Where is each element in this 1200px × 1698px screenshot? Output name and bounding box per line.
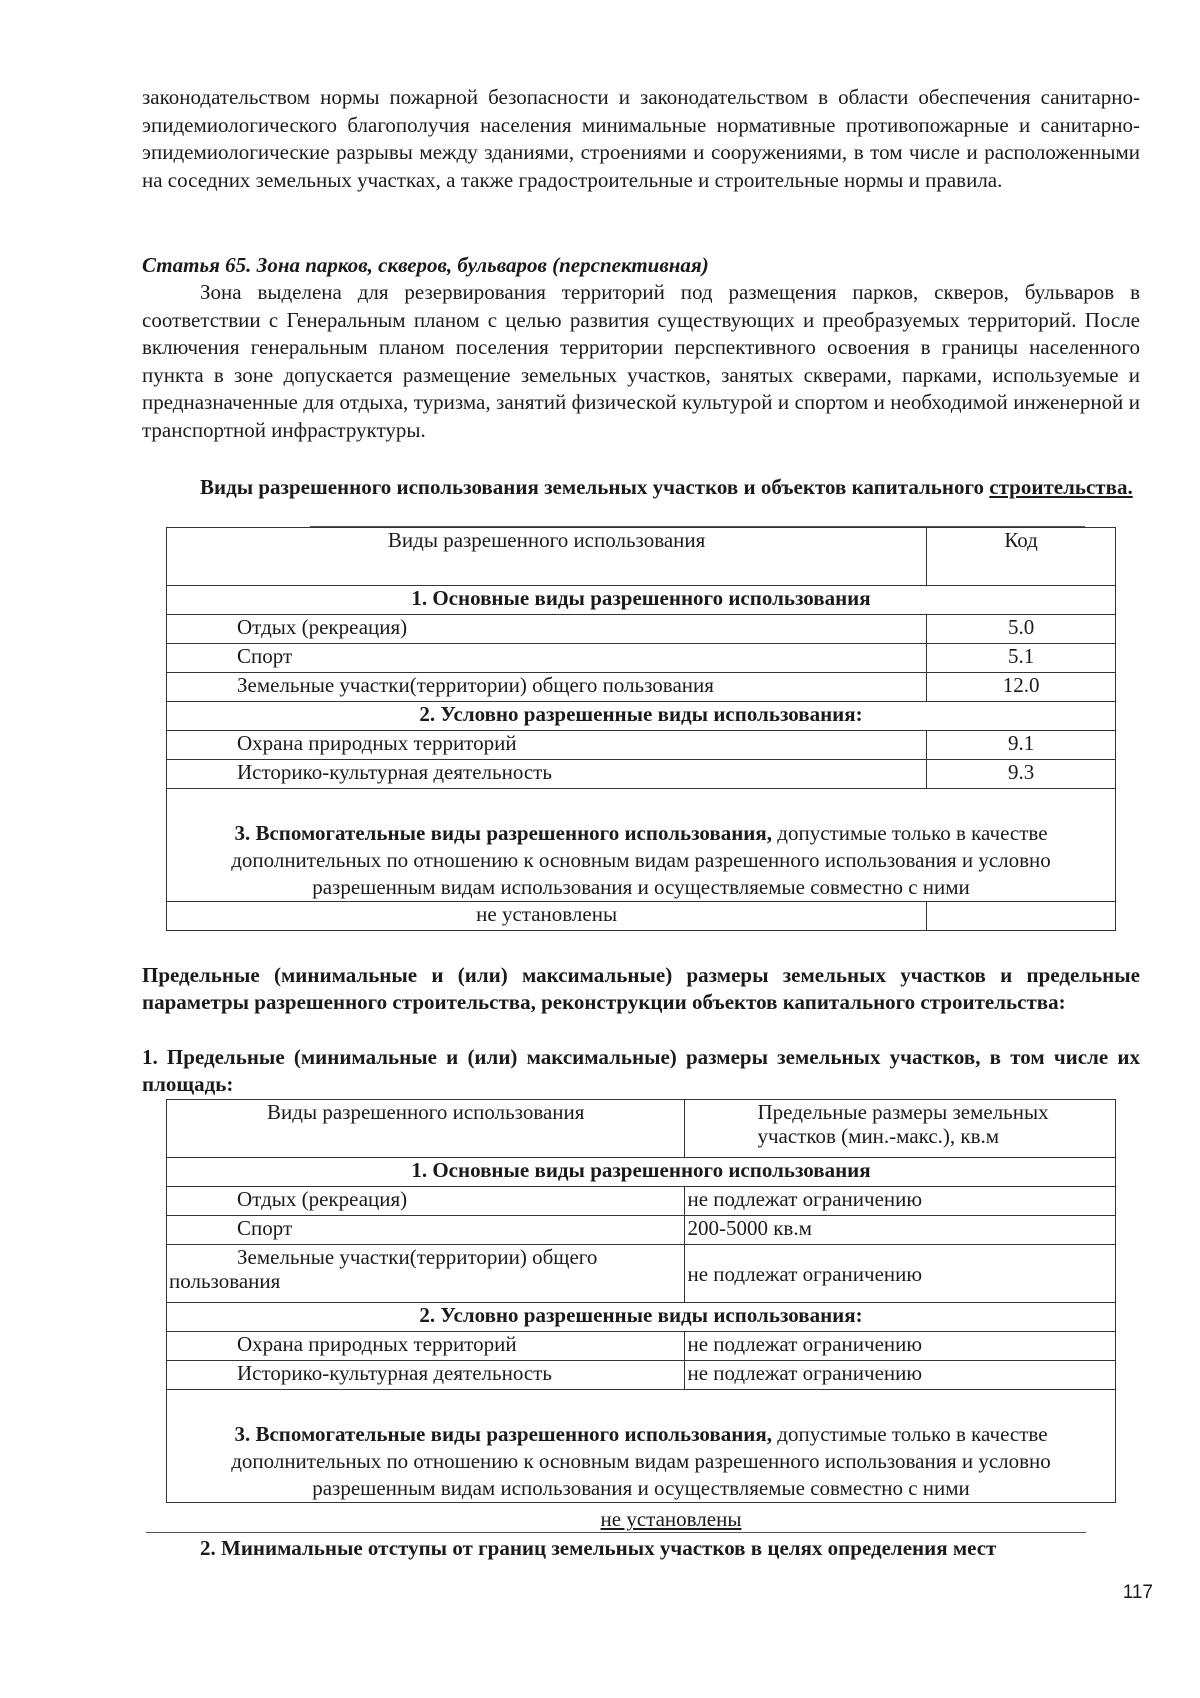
section-auxiliary-uses [167, 789, 1116, 902]
auxiliary-code [927, 902, 1116, 931]
use-name: Охрана природных территорий [167, 1332, 685, 1361]
use-name-line1: Земельные участки(территории) общего [237, 1245, 598, 1269]
table-row [167, 760, 1116, 789]
use-name-line2: пользования [169, 1269, 281, 1293]
use-limit: 200-5000 кв.м [685, 1216, 1116, 1245]
auxiliary-heading: 3. Вспомогательные виды разрешенного использования, [234, 821, 773, 845]
limits-subheading-1: 1. Предельные (минимальные и (или) максимальные) размеры земельных участков, в том числе их площадь: [142, 1045, 1140, 1096]
table-row [167, 1245, 1116, 1303]
use-name: Отдых (рекреация) [167, 1187, 685, 1216]
table-row [167, 1361, 1116, 1390]
section-conditional-uses: 2. Условно разрешенные виды использования: [167, 702, 1116, 731]
table-header-row [167, 1100, 1116, 1158]
table-row [167, 902, 1116, 931]
use-limit: не подлежат ограничению [685, 1332, 1116, 1361]
land-plot-limits-table [166, 1099, 1116, 1503]
use-name: Охрана природных территорий [167, 731, 927, 760]
header-code: Код [927, 528, 1116, 586]
use-code: 5.0 [927, 615, 1116, 644]
auxiliary-value-2 [142, 1506, 1140, 1532]
table-row [167, 731, 1116, 760]
use-name [167, 1245, 685, 1303]
use-name: Спорт [167, 644, 927, 673]
use-name: Историко-культурная деятельность [167, 760, 927, 789]
table-row [167, 1216, 1116, 1245]
section-row [167, 789, 1116, 902]
permitted-uses-table [166, 527, 1116, 931]
section-row [167, 1390, 1116, 1503]
auxiliary-description: допустимые только в качестве дополнительных по отношению к основным видам разрешенного использования и условно разрешенным видам использования и осуществляемые совместно с ними [231, 821, 1051, 899]
header-uses: Виды разрешенного использования [167, 1100, 685, 1158]
section-main-uses: 1. Основные виды разрешенного использования [167, 1158, 1116, 1187]
table-header-row [167, 528, 1116, 586]
auxiliary-description: допустимые только в качестве дополнительных по отношению к основным видам разрешенного использования и условно разрешенным видам использования и осуществляемые совместно с ними [231, 1422, 1051, 1500]
section-row [167, 586, 1116, 615]
use-name: Историко-культурная деятельность [167, 1361, 685, 1390]
use-limit: не подлежат ограничению [685, 1187, 1116, 1216]
header-uses: Виды разрешенного использования [167, 528, 927, 586]
section-main-uses: 1. Основные виды разрешенного использования [167, 586, 1116, 615]
limits-heading: Предельные (минимальные и (или) максимальные) размеры земельных участков и предельные параметры разрешенного строительства, реконструкции объектов капитального строительства: [142, 963, 1140, 1014]
use-limit: не подлежат ограничению [685, 1361, 1116, 1390]
page-number: 117 [1122, 1582, 1153, 1603]
use-code: 12.0 [927, 673, 1116, 702]
use-name: Земельные участки(территории) общего пользования [167, 673, 927, 702]
permitted-uses-heading [142, 474, 1140, 501]
section-row [167, 702, 1116, 731]
auxiliary-value: не установлены [167, 902, 927, 931]
use-code: 5.1 [927, 644, 1116, 673]
permitted-uses-heading-part1: Виды разрешенного использования земельных участков и объектов капитального [200, 475, 985, 499]
table-row [167, 615, 1116, 644]
table-row [167, 644, 1116, 673]
section-auxiliary-uses [167, 1390, 1116, 1503]
footer-rule [146, 1532, 1086, 1533]
header-limits: Предельные размеры земельных участков (мин.-макс.), кв.м [685, 1100, 1116, 1158]
permitted-uses-heading-part2: строительства. [989, 475, 1133, 499]
table-row [167, 1332, 1116, 1361]
use-name: Спорт [167, 1216, 685, 1245]
use-limit: не подлежат ограничению [685, 1245, 1116, 1303]
auxiliary-heading: 3. Вспомогательные виды разрешенного использования, [234, 1422, 773, 1446]
article-paragraph: Зона выделена для резервирования территорий под размещения парков, скверов, бульваров в соответствии с Генеральным планом с целью развития существующих и преобразуемых территорий. После включения генеральным планом поселения территории перспективного освоения в границы населенного пункта в зоне допускается размещение земельных участков, занятых скверами, парками, используемые и предназначенные для отдыха, туризма, занятий физической культурой и спортом и необходимой инженерной и транспортной инфраструктуры. [142, 280, 1140, 442]
use-code: 9.1 [927, 731, 1116, 760]
article-heading: Статья 65. Зона парков, скверов, бульваров (перспективная) [142, 253, 709, 277]
table-row [167, 1187, 1116, 1216]
limits-subheading-2: 2. Минимальные отступы от границ земельных участков в целях определения мест [200, 1536, 997, 1560]
use-name: Отдых (рекреация) [167, 615, 927, 644]
section-conditional-uses: 2. Условно разрешенные виды использования: [167, 1303, 1116, 1332]
section-row [167, 1158, 1116, 1187]
auxiliary-value-text: не установлены [600, 1507, 742, 1531]
intro-paragraph: законодательством нормы пожарной безопасности и законодательством в области обеспечения санитарно-эпидемиологического благополучия населения минимальные нормативные противопожарные и санитарно-эпидемиологические разрывы между зданиями, строениями и сооружениями, в том числе и расположенными на соседних земельных участках, а также градостроительные и строительные нормы и правила. [142, 85, 1140, 192]
use-code: 9.3 [927, 760, 1116, 789]
section-row [167, 1303, 1116, 1332]
table-row [167, 673, 1116, 702]
